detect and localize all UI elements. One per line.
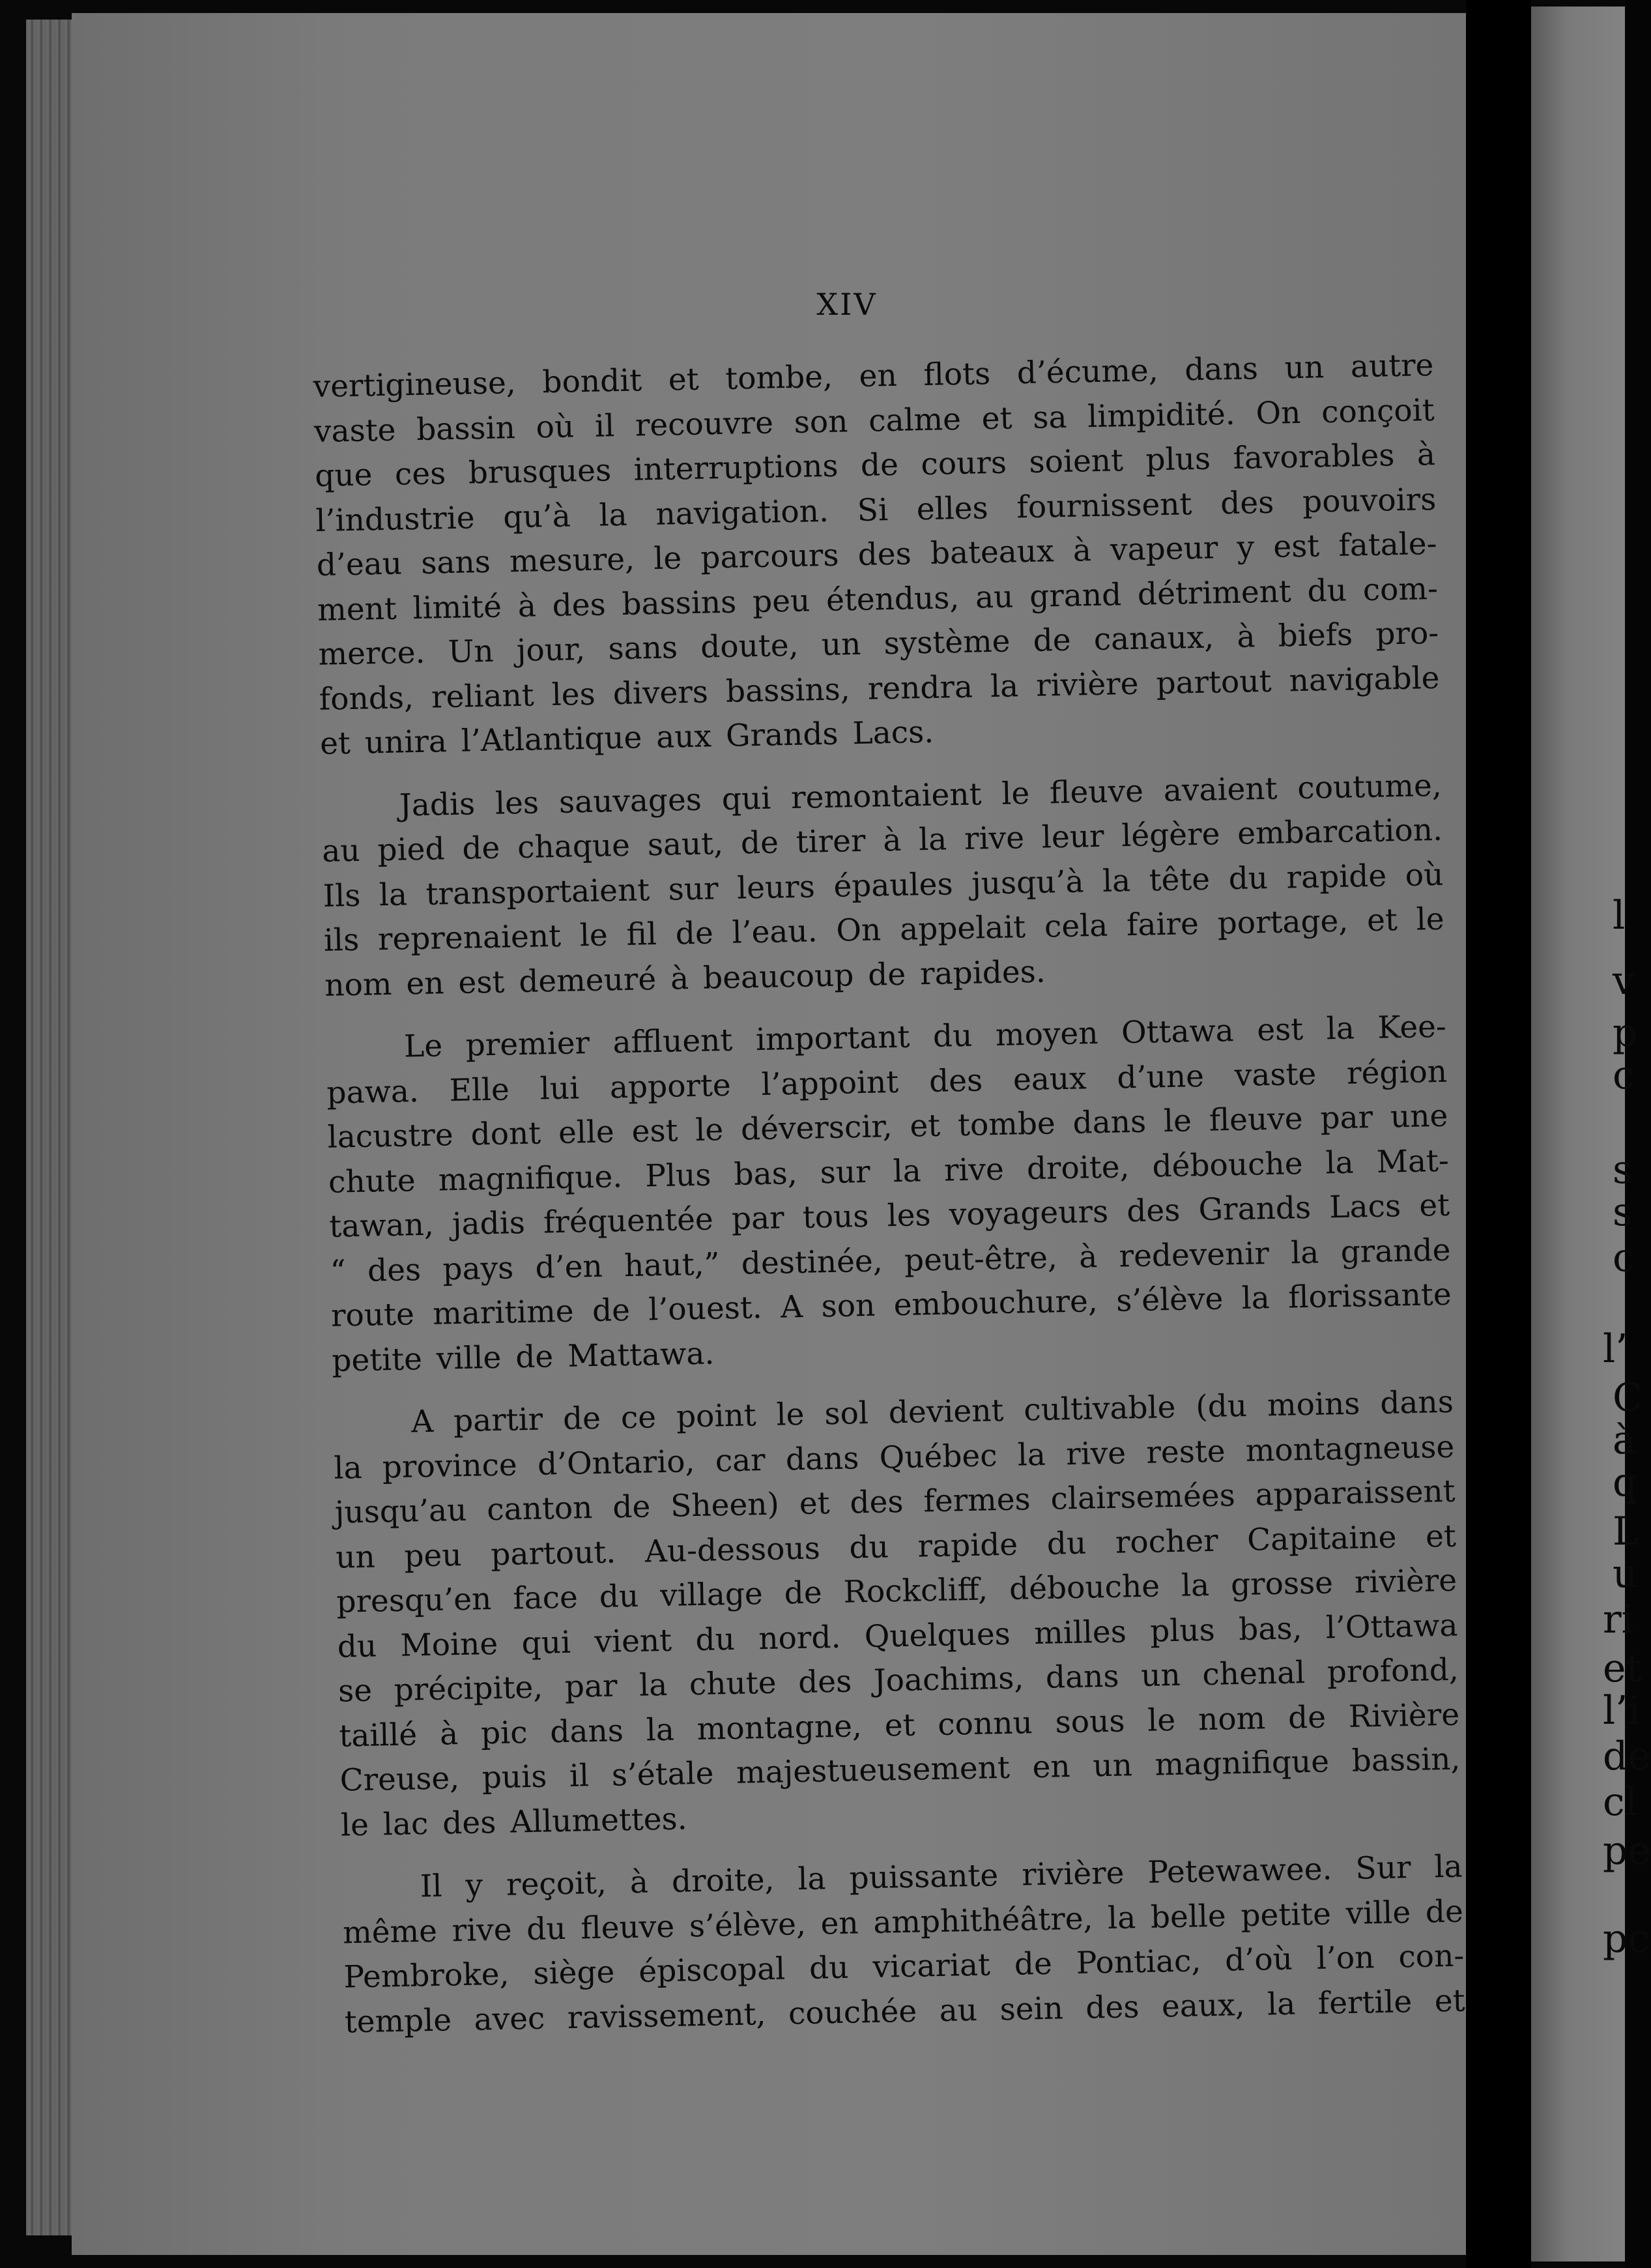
text-line: “ des pays d’en haut,” destinée, peut-être, à redevenir la grande: [330, 1232, 1451, 1290]
facing-page-fragment: c: [1613, 1053, 1635, 1098]
facing-page-fragment: ri: [1603, 1597, 1634, 1642]
text-line: vertigineuse, bondit et tombe, en flots d’écume, dans un autre: [313, 347, 1434, 405]
text-line: chute magnifique. Plus bas, sur la rive droite, débouche la Mat-: [328, 1142, 1450, 1200]
page-number: XIV: [816, 287, 878, 322]
text-line: petite ville de Mattawa.: [331, 1335, 715, 1379]
text-line: temple avec ravissement, couchée au sein des eaux, la fertile et: [344, 1983, 1465, 2041]
text-line: Il y reçoit, à droite, la puissante rivière Petewawee. Sur la: [420, 1848, 1463, 1905]
text-line: Pembroke, siège épiscopal du vicariat de Pontiac, d’où l’on con-: [343, 1938, 1465, 1996]
text-line: du Moine qui vient du nord. Quelques milles plus bas, l’Ottawa: [337, 1607, 1458, 1665]
text-line: et unira l’Atlantique aux Grands Lacs.: [319, 714, 934, 762]
text-line: que ces brusques interruptions de cours soient plus favorables à: [314, 436, 1436, 494]
facing-page-fragment: l’: [1603, 1326, 1628, 1372]
text-line: le lac des Allumettes.: [340, 1800, 688, 1844]
text-line: l’industrie qu’à la navigation. Si elles fournissent des pouvoirs: [315, 481, 1437, 539]
text-line: lacustre dont elle est le déverscir, et tombe dans le fleuve par une: [327, 1098, 1448, 1156]
facing-page-fragment: s: [1613, 1147, 1633, 1193]
text-line: presqu’en face du village de Rockcliff, débouche la grosse rivière: [336, 1562, 1457, 1620]
text-line: route maritime de l’ouest. A son embouchure, s’élève la florissante: [330, 1276, 1452, 1334]
text-line: au pied de chaque saut, de tirer à la rive leur légère embarcation.: [321, 811, 1443, 869]
paragraph: [321, 763, 1445, 1008]
facing-page-edge: [1531, 7, 1651, 2261]
text-line: Ils la transportaient sur leurs épaules jusqu’à la tête du rapide où: [323, 856, 1444, 914]
facing-page-fragment: de: [1603, 1734, 1651, 1779]
facing-page-fragment: cl: [1603, 1779, 1637, 1825]
facing-page-fragment: q: [1613, 1460, 1638, 1505]
text-line: Creuse, puis il s’étale majestueusement en un magnifique bassin,: [339, 1741, 1461, 1799]
book-page: [72, 13, 1466, 2255]
facing-page-fragment: pe: [1603, 1828, 1651, 1874]
text-line: tawan, jadis fréquentée par tous les voyageurs des Grands Lacs et: [328, 1187, 1450, 1245]
text-line: un peu partout. Au-dessous du rapide du rocher Capitaine et: [335, 1518, 1457, 1576]
text-line: d’eau sans mesure, le parcours des bateaux à vapeur y est fatale-: [316, 525, 1437, 583]
facing-page-fragment: l: [1613, 893, 1626, 938]
text-line: la province d’Ontario, car dans Québec la rive reste montagneuse: [333, 1429, 1455, 1487]
text-line: pawa. Elle lui apporte l’appoint des eaux d’une vaste région: [326, 1053, 1448, 1111]
facing-page-fragment: l’i: [1603, 1688, 1641, 1734]
facing-page-fragment: c: [1613, 1235, 1635, 1281]
body-text: [313, 343, 1465, 2045]
facing-page-fragment: s: [1613, 1189, 1633, 1235]
text-line: vaste bassin où il recouvre son calme et sa limpidité. On conçoit: [313, 392, 1435, 450]
paragraph: [341, 1845, 1465, 2045]
text-line: Le premier affluent important du moyen Ottawa est la Kee-: [403, 1008, 1447, 1065]
text-line: nom en est demeuré à beaucoup de rapides.: [324, 953, 1046, 1004]
facing-page-fragment: et: [1603, 1646, 1642, 1691]
facing-page-fragment: L: [1613, 1509, 1639, 1554]
text-line: fonds, reliant les divers bassins, rendra la rivière partout navigable: [319, 660, 1440, 718]
facing-page-fragment: C: [1613, 1375, 1643, 1421]
facing-page-fragment: p: [1613, 1010, 1638, 1056]
text-line: A partir de ce point le sol devient cultivable (du moins dans: [410, 1384, 1454, 1440]
text-line: ment limité à des bassins peu étendus, au grand détriment du com-: [317, 570, 1439, 628]
text-line: jusqu’au canton de Sheen) et des fermes clairsemées apparaissent: [334, 1473, 1456, 1531]
facing-page-fragment: u: [1613, 1551, 1638, 1597]
text-line: Jadis les sauvages qui remontaient le fleuve avaient coutume,: [399, 767, 1443, 824]
text-line: même rive du fleuve s’élève, en amphithéâtre, la belle petite ville de: [342, 1893, 1464, 1951]
text-line: se précipite, par la chute des Joachims, dans un chenal profond,: [337, 1651, 1459, 1709]
facing-page-fragment: à: [1613, 1418, 1636, 1463]
book-gutter: [1466, 0, 1531, 2268]
text-line: taillé à pic dans la montagne, et connu sous le nom de Rivière: [338, 1696, 1460, 1754]
facing-page-fragment: pc: [1603, 1916, 1650, 1962]
text-line: merce. Un jour, sans doute, un système de canaux, à biefs pro-: [318, 615, 1439, 673]
paragraph: [313, 343, 1441, 766]
paragraph: [333, 1380, 1462, 1848]
paragraph: [325, 1005, 1452, 1384]
text-line: ils reprenaient le fil de l’eau. On appelait cela faire portage, et le: [323, 901, 1445, 959]
facing-page-fragment: v: [1613, 958, 1635, 1004]
